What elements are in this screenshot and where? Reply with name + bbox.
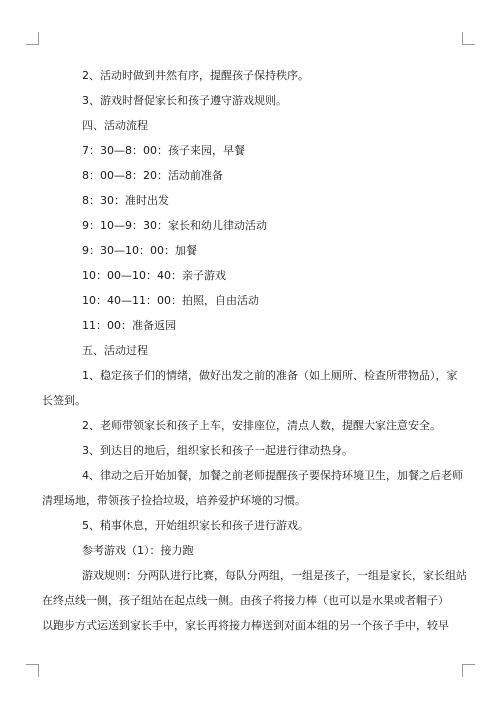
schedule-item: 11：00：准备返园 bbox=[82, 319, 176, 332]
crop-mark-bottom-right bbox=[462, 664, 475, 677]
paragraph: 2、活动时做到井然有序，提醒孩子保持秩序。 bbox=[82, 69, 309, 82]
paragraph-line: 1、稳定孩子们的情绪，做好出发之前的准备（如上厕所、检查所带物品），家 bbox=[82, 369, 458, 382]
paragraph-line: 在终点线一侧，孩子组站在起点线一侧。由孩子将接力棒（也可以是水果或者帽子） bbox=[42, 594, 449, 607]
section-heading: 四、活动流程 bbox=[82, 119, 148, 132]
paragraph: 2、老师带领家长和孩子上车，安排座位，清点人数，提醒大家注意安全。 bbox=[82, 419, 441, 432]
schedule-item: 9：30—10：00：加餐 bbox=[82, 244, 197, 257]
paragraph-line: 4、律动之后开始加餐，加餐之前老师提醒孩子要保持环境卫生，加餐之后老师 bbox=[82, 469, 463, 482]
schedule-item: 10：40—11：00：拍照，自由活动 bbox=[82, 294, 259, 307]
crop-mark-bottom-left bbox=[26, 664, 39, 677]
schedule-item: 7：30—8：00：孩子来园，早餐 bbox=[82, 144, 245, 157]
crop-mark-top-left bbox=[26, 32, 39, 45]
paragraph: 5、稍事休息，开始组织家长和孩子进行游戏。 bbox=[82, 519, 309, 532]
schedule-item: 9：10—9：30：家长和幼儿律动活动 bbox=[82, 219, 267, 232]
crop-mark-top-right bbox=[462, 32, 475, 45]
game-title: 参考游戏（1）：接力跑 bbox=[82, 544, 194, 557]
document-body bbox=[42, 63, 467, 638]
paragraph bbox=[42, 363, 458, 413]
schedule-item: 10：00—10：40：亲子游戏 bbox=[82, 269, 226, 282]
paragraph bbox=[42, 563, 467, 638]
paragraph bbox=[42, 463, 463, 513]
paragraph-line: 清理场地，带领孩子捡拾垃圾，培养爱护环境的习惯。 bbox=[42, 494, 306, 507]
paragraph: 3、到达目的地后，组织家长和孩子一起进行律动热身。 bbox=[82, 444, 353, 457]
paragraph: 3、游戏时督促家长和孩子遵守游戏规则。 bbox=[82, 94, 287, 107]
section-heading: 五、活动过程 bbox=[82, 344, 148, 357]
schedule-item: 8：30：准时出发 bbox=[82, 194, 169, 207]
schedule-item: 8：00—8：20：活动前准备 bbox=[82, 169, 223, 182]
paragraph-line: 游戏规则：分两队进行比赛，每队分两组，一组是孩子，一组是家长，家长组站 bbox=[82, 569, 467, 582]
paragraph-line: 长签到。 bbox=[42, 394, 86, 407]
paragraph-line: 以跑步方式运送到家长手中，家长再将接力棒送到对面本组的另一个孩子手中，较早 bbox=[42, 619, 449, 632]
